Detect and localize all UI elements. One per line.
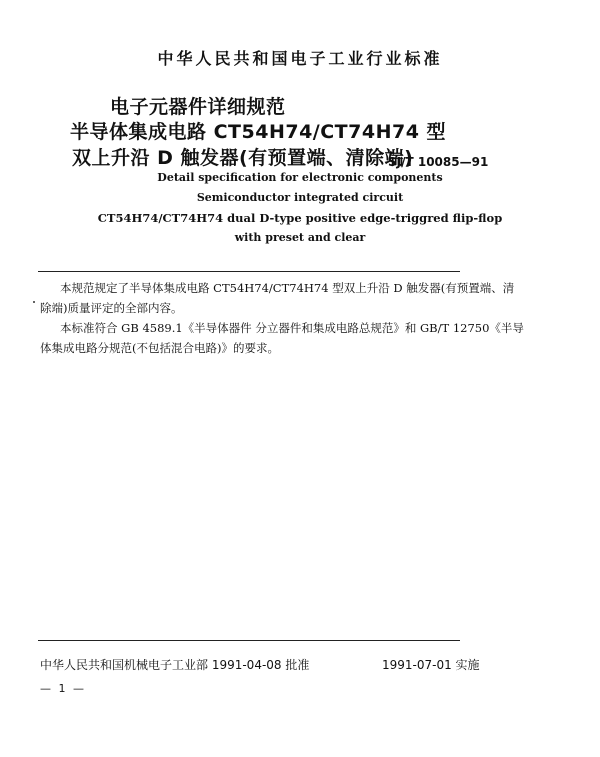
- scope-paragraph-line-2: 除端)质量评定的全部内容。: [40, 301, 183, 315]
- standard-number: SJ/T 10085—91: [388, 155, 489, 169]
- title-line-1: 电子元器件详细规范: [110, 96, 286, 118]
- conformance-paragraph-line-2: 体集成电路分规范(不包括混合电路)》的要求。: [40, 341, 279, 355]
- scan-speck: [33, 301, 35, 303]
- title-line-3: 双上升沿 D 触发器(有预置端、清除端): [72, 147, 414, 169]
- ratification-note: 中华人民共和国机械电子工业部 1991-04-08 批准: [40, 658, 310, 672]
- english-title-line-4: with preset and clear: [234, 231, 366, 244]
- english-title-line-1: Detail specification for electronic components: [157, 171, 443, 184]
- page-number: — 1 —: [40, 682, 86, 695]
- scope-paragraph-line-1: 本规范规定了半导体集成电路 CT54H74/CT74H74 型双上升沿 D 触发器(有预置端、清: [60, 281, 515, 295]
- bottom-divider: [38, 640, 460, 641]
- effective-date-note: 1991-07-01 实施: [382, 658, 480, 672]
- english-title-line-2: Semiconductor integrated circuit: [196, 191, 404, 204]
- top-divider: [38, 271, 460, 272]
- issuing-standard-header: 中华人民共和国电子工业行业标准: [157, 49, 443, 68]
- title-line-2: 半导体集成电路 CT54H74/CT74H74 型: [70, 121, 447, 143]
- english-title-line-3: CT54H74/CT74H74 dual D-type positive edge-triggred flip-flop: [97, 211, 503, 225]
- conformance-paragraph-line-1: 本标准符合 GB 4589.1《半导体器件 分立器件和集成电路总规范》和 GB/T 12750《半导: [60, 321, 524, 335]
